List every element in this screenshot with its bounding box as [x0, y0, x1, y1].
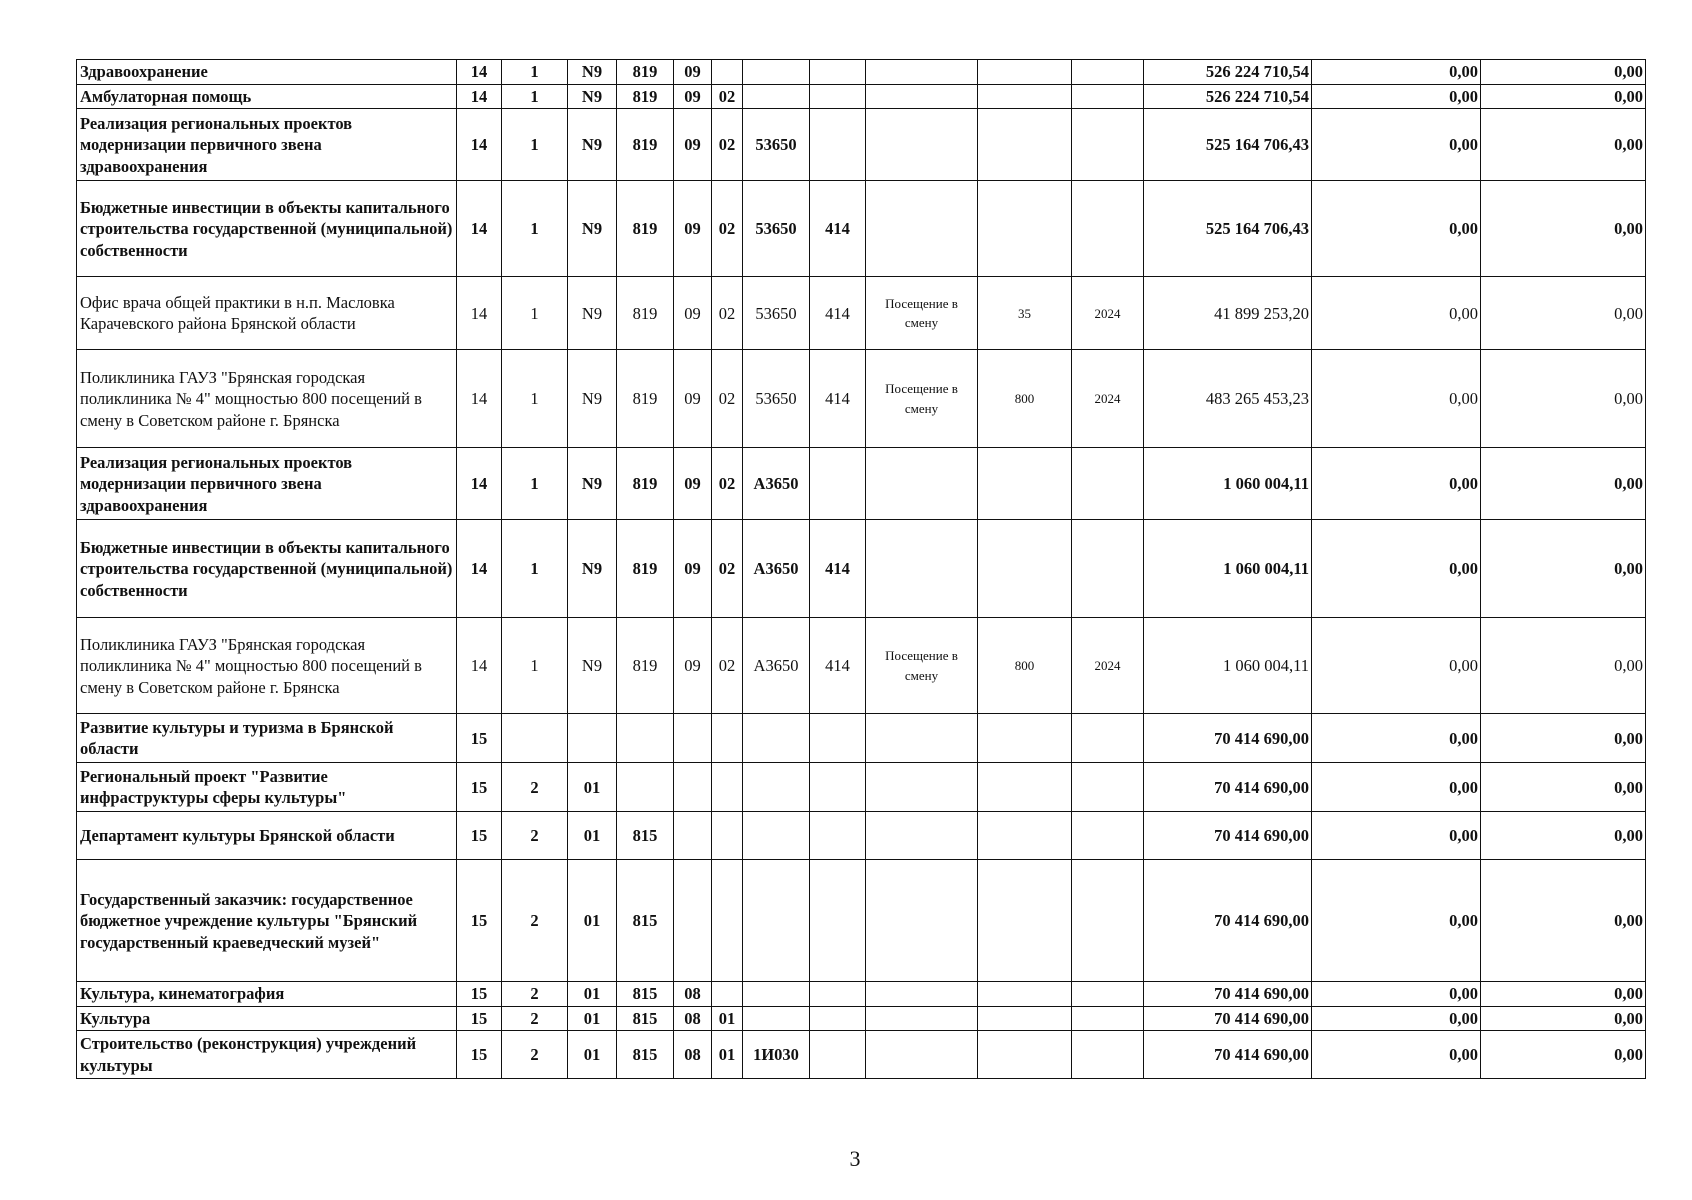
row-name-cell: Здравоохранение [77, 60, 457, 85]
capacity-unit-cell: Посещение в смену [866, 350, 978, 448]
capacity-unit-cell [866, 520, 978, 618]
section-code-cell: 09 [674, 350, 712, 448]
amount-year-1-cell: 1 060 004,11 [1144, 520, 1312, 618]
amount-year-1-cell: 526 224 710,54 [1144, 60, 1312, 85]
program-code-cell: 14 [457, 181, 502, 277]
amount-year-3-cell: 0,00 [1481, 277, 1646, 350]
amount-year-1-cell: 70 414 690,00 [1144, 982, 1312, 1006]
subprogram-code-cell [502, 714, 568, 763]
row-name-cell: Департамент культуры Брянской области [77, 812, 457, 860]
commissioning-year-cell [1072, 448, 1144, 520]
subsection-code-cell: 01 [712, 1031, 743, 1079]
program-code-cell: 14 [457, 277, 502, 350]
commissioning-year-cell [1072, 714, 1144, 763]
program-code-cell: 15 [457, 812, 502, 860]
amount-year-1-cell: 70 414 690,00 [1144, 714, 1312, 763]
section-code-cell [674, 860, 712, 982]
table-row [77, 109, 1646, 181]
commissioning-year-cell: 2024 [1072, 277, 1144, 350]
amount-year-2-cell: 0,00 [1312, 448, 1481, 520]
section-code-cell: 09 [674, 181, 712, 277]
capacity-unit-cell: Посещение в смену [866, 277, 978, 350]
commissioning-year-cell [1072, 60, 1144, 85]
amount-year-2-cell: 0,00 [1312, 860, 1481, 982]
program-code-cell: 14 [457, 520, 502, 618]
target-article-code-cell [743, 85, 810, 109]
amount-year-2-cell: 0,00 [1312, 618, 1481, 714]
capacity-unit-cell: Посещение в смену [866, 618, 978, 714]
amount-year-3-cell: 0,00 [1481, 350, 1646, 448]
capacity-value-cell [978, 860, 1072, 982]
amount-year-2-cell: 0,00 [1312, 714, 1481, 763]
amount-year-1-cell: 483 265 453,23 [1144, 350, 1312, 448]
capacity-unit-cell [866, 109, 978, 181]
program-code-cell: 14 [457, 618, 502, 714]
subprogram-code-cell: 2 [502, 812, 568, 860]
project-code-cell: N9 [568, 181, 617, 277]
agency-code-cell: 819 [617, 350, 674, 448]
capacity-unit-cell [866, 1031, 978, 1079]
table-row [77, 85, 1646, 109]
amount-year-3-cell: 0,00 [1481, 1031, 1646, 1079]
section-code-cell: 08 [674, 1006, 712, 1030]
capacity-value-cell [978, 85, 1072, 109]
expense-type-code-cell [810, 982, 866, 1006]
section-code-cell: 09 [674, 85, 712, 109]
commissioning-year-cell: 2024 [1072, 350, 1144, 448]
expense-type-code-cell: 414 [810, 181, 866, 277]
table-row [77, 714, 1646, 763]
amount-year-3-cell: 0,00 [1481, 714, 1646, 763]
target-article-code-cell: А3650 [743, 448, 810, 520]
row-name-cell: Реализация региональных проектов модернизации первичного звена здравоохранения [77, 109, 457, 181]
subsection-code-cell: 02 [712, 350, 743, 448]
program-code-cell: 15 [457, 1031, 502, 1079]
amount-year-1-cell: 70 414 690,00 [1144, 763, 1312, 812]
expense-type-code-cell [810, 109, 866, 181]
project-code-cell: N9 [568, 85, 617, 109]
program-code-cell: 14 [457, 350, 502, 448]
table-row [77, 277, 1646, 350]
table-row [77, 1006, 1646, 1030]
amount-year-2-cell: 0,00 [1312, 763, 1481, 812]
amount-year-1-cell: 70 414 690,00 [1144, 1006, 1312, 1030]
amount-year-3-cell: 0,00 [1481, 618, 1646, 714]
amount-year-1-cell: 525 164 706,43 [1144, 109, 1312, 181]
section-code-cell: 08 [674, 1031, 712, 1079]
capacity-value-cell [978, 1006, 1072, 1030]
target-article-code-cell: 53650 [743, 350, 810, 448]
agency-code-cell: 815 [617, 860, 674, 982]
agency-code-cell: 819 [617, 448, 674, 520]
expense-type-code-cell: 414 [810, 618, 866, 714]
commissioning-year-cell [1072, 181, 1144, 277]
table-row [77, 520, 1646, 618]
project-code-cell: N9 [568, 448, 617, 520]
project-code-cell [568, 714, 617, 763]
capacity-value-cell [978, 714, 1072, 763]
program-code-cell: 14 [457, 448, 502, 520]
capacity-unit-cell [866, 860, 978, 982]
row-name-cell: Бюджетные инвестиции в объекты капитального строительства государственной (муниципальной) собственности [77, 181, 457, 277]
agency-code-cell: 819 [617, 520, 674, 618]
program-code-cell: 15 [457, 714, 502, 763]
row-name-cell: Строительство (реконструкция) учреждений культуры [77, 1031, 457, 1079]
agency-code-cell: 815 [617, 1031, 674, 1079]
amount-year-3-cell: 0,00 [1481, 109, 1646, 181]
amount-year-3-cell: 0,00 [1481, 1006, 1646, 1030]
amount-year-3-cell: 0,00 [1481, 181, 1646, 277]
agency-code-cell: 815 [617, 1006, 674, 1030]
commissioning-year-cell [1072, 520, 1144, 618]
amount-year-3-cell: 0,00 [1481, 448, 1646, 520]
commissioning-year-cell [1072, 1031, 1144, 1079]
amount-year-2-cell: 0,00 [1312, 812, 1481, 860]
subprogram-code-cell: 2 [502, 860, 568, 982]
capacity-value-cell [978, 448, 1072, 520]
target-article-code-cell [743, 1006, 810, 1030]
target-article-code-cell [743, 812, 810, 860]
amount-year-2-cell: 0,00 [1312, 109, 1481, 181]
target-article-code-cell [743, 763, 810, 812]
amount-year-2-cell: 0,00 [1312, 1031, 1481, 1079]
subsection-code-cell: 01 [712, 1006, 743, 1030]
amount-year-3-cell: 0,00 [1481, 85, 1646, 109]
expense-type-code-cell: 414 [810, 277, 866, 350]
commissioning-year-cell [1072, 1006, 1144, 1030]
budget-table [76, 59, 1646, 1079]
commissioning-year-cell [1072, 763, 1144, 812]
project-code-cell: 01 [568, 763, 617, 812]
table-row [77, 181, 1646, 277]
amount-year-1-cell: 70 414 690,00 [1144, 860, 1312, 982]
agency-code-cell: 815 [617, 812, 674, 860]
amount-year-1-cell: 526 224 710,54 [1144, 85, 1312, 109]
target-article-code-cell [743, 714, 810, 763]
row-name-cell: Поликлиника ГАУЗ "Брянская городская поликлиника № 4" мощностью 800 посещений в смену в Советском районе г. Брянска [77, 350, 457, 448]
row-name-cell: Бюджетные инвестиции в объекты капитального строительства государственной (муниципальной) собственности [77, 520, 457, 618]
capacity-value-cell [978, 763, 1072, 812]
section-code-cell: 09 [674, 618, 712, 714]
project-code-cell: N9 [568, 277, 617, 350]
agency-code-cell: 819 [617, 618, 674, 714]
subprogram-code-cell: 2 [502, 763, 568, 812]
amount-year-1-cell: 41 899 253,20 [1144, 277, 1312, 350]
capacity-unit-cell [866, 812, 978, 860]
capacity-value-cell [978, 520, 1072, 618]
amount-year-3-cell: 0,00 [1481, 982, 1646, 1006]
table-row [77, 812, 1646, 860]
subsection-code-cell: 02 [712, 85, 743, 109]
amount-year-1-cell: 70 414 690,00 [1144, 1031, 1312, 1079]
capacity-value-cell [978, 181, 1072, 277]
commissioning-year-cell [1072, 812, 1144, 860]
expense-type-code-cell [810, 1031, 866, 1079]
amount-year-1-cell: 1 060 004,11 [1144, 448, 1312, 520]
table-row [77, 1031, 1646, 1079]
commissioning-year-cell [1072, 860, 1144, 982]
agency-code-cell: 815 [617, 982, 674, 1006]
amount-year-2-cell: 0,00 [1312, 520, 1481, 618]
capacity-unit-cell [866, 448, 978, 520]
section-code-cell: 08 [674, 982, 712, 1006]
expense-type-code-cell [810, 860, 866, 982]
agency-code-cell: 819 [617, 109, 674, 181]
subsection-code-cell: 02 [712, 448, 743, 520]
capacity-unit-cell [866, 982, 978, 1006]
subsection-code-cell: 02 [712, 618, 743, 714]
row-name-cell: Поликлиника ГАУЗ "Брянская городская поликлиника № 4" мощностью 800 посещений в смену в Советском районе г. Брянска [77, 618, 457, 714]
subsection-code-cell [712, 860, 743, 982]
target-article-code-cell: 53650 [743, 109, 810, 181]
capacity-value-cell [978, 812, 1072, 860]
row-name-cell: Реализация региональных проектов модернизации первичного звена здравоохранения [77, 448, 457, 520]
table-row [77, 350, 1646, 448]
capacity-unit-cell [866, 763, 978, 812]
amount-year-2-cell: 0,00 [1312, 350, 1481, 448]
table-row [77, 448, 1646, 520]
subsection-code-cell [712, 982, 743, 1006]
expense-type-code-cell [810, 812, 866, 860]
target-article-code-cell: А3650 [743, 520, 810, 618]
table-row [77, 618, 1646, 714]
capacity-unit-cell [866, 714, 978, 763]
amount-year-2-cell: 0,00 [1312, 60, 1481, 85]
commissioning-year-cell: 2024 [1072, 618, 1144, 714]
target-article-code-cell: А3650 [743, 618, 810, 714]
amount-year-2-cell: 0,00 [1312, 277, 1481, 350]
project-code-cell: 01 [568, 982, 617, 1006]
amount-year-2-cell: 0,00 [1312, 181, 1481, 277]
section-code-cell: 09 [674, 448, 712, 520]
capacity-value-cell [978, 1031, 1072, 1079]
capacity-value-cell: 800 [978, 350, 1072, 448]
subprogram-code-cell: 2 [502, 1006, 568, 1030]
amount-year-3-cell: 0,00 [1481, 520, 1646, 618]
amount-year-3-cell: 0,00 [1481, 60, 1646, 85]
project-code-cell: N9 [568, 109, 617, 181]
amount-year-1-cell: 525 164 706,43 [1144, 181, 1312, 277]
subprogram-code-cell: 1 [502, 277, 568, 350]
table-row [77, 982, 1646, 1006]
expense-type-code-cell [810, 1006, 866, 1030]
target-article-code-cell: 53650 [743, 181, 810, 277]
subsection-code-cell: 02 [712, 520, 743, 618]
target-article-code-cell [743, 860, 810, 982]
project-code-cell: 01 [568, 1031, 617, 1079]
agency-code-cell: 819 [617, 85, 674, 109]
expense-type-code-cell: 414 [810, 350, 866, 448]
table-row [77, 763, 1646, 812]
program-code-cell: 15 [457, 1006, 502, 1030]
project-code-cell: N9 [568, 618, 617, 714]
program-code-cell: 15 [457, 982, 502, 1006]
expense-type-code-cell [810, 763, 866, 812]
expense-type-code-cell: 414 [810, 520, 866, 618]
target-article-code-cell [743, 982, 810, 1006]
amount-year-1-cell: 1 060 004,11 [1144, 618, 1312, 714]
table-row [77, 60, 1646, 85]
subsection-code-cell: 02 [712, 109, 743, 181]
target-article-code-cell [743, 60, 810, 85]
expense-type-code-cell [810, 60, 866, 85]
expense-type-code-cell [810, 448, 866, 520]
amount-year-3-cell: 0,00 [1481, 812, 1646, 860]
table-row [77, 860, 1646, 982]
amount-year-3-cell: 0,00 [1481, 763, 1646, 812]
subprogram-code-cell: 1 [502, 85, 568, 109]
section-code-cell [674, 763, 712, 812]
program-code-cell: 14 [457, 85, 502, 109]
row-name-cell: Культура [77, 1006, 457, 1030]
capacity-value-cell [978, 982, 1072, 1006]
program-code-cell: 15 [457, 763, 502, 812]
subsection-code-cell [712, 763, 743, 812]
subsection-code-cell: 02 [712, 277, 743, 350]
row-name-cell: Культура, кинематография [77, 982, 457, 1006]
subprogram-code-cell: 1 [502, 60, 568, 85]
table-body [77, 60, 1646, 1079]
target-article-code-cell: 1И030 [743, 1031, 810, 1079]
capacity-value-cell [978, 109, 1072, 181]
commissioning-year-cell [1072, 85, 1144, 109]
project-code-cell: N9 [568, 350, 617, 448]
row-name-cell: Развитие культуры и туризма в Брянской области [77, 714, 457, 763]
expense-type-code-cell [810, 85, 866, 109]
expense-type-code-cell [810, 714, 866, 763]
capacity-value-cell: 35 [978, 277, 1072, 350]
capacity-unit-cell [866, 1006, 978, 1030]
subprogram-code-cell: 1 [502, 618, 568, 714]
capacity-unit-cell [866, 85, 978, 109]
program-code-cell: 14 [457, 109, 502, 181]
capacity-unit-cell [866, 181, 978, 277]
subsection-code-cell [712, 60, 743, 85]
capacity-value-cell [978, 60, 1072, 85]
row-name-cell: Офис врача общей практики в н.п. Масловка Карачевского района Брянской области [77, 277, 457, 350]
project-code-cell: N9 [568, 520, 617, 618]
program-code-cell: 14 [457, 60, 502, 85]
amount-year-2-cell: 0,00 [1312, 1006, 1481, 1030]
section-code-cell: 09 [674, 277, 712, 350]
agency-code-cell: 819 [617, 60, 674, 85]
agency-code-cell [617, 714, 674, 763]
agency-code-cell: 819 [617, 181, 674, 277]
subprogram-code-cell: 2 [502, 982, 568, 1006]
amount-year-2-cell: 0,00 [1312, 982, 1481, 1006]
section-code-cell: 09 [674, 109, 712, 181]
section-code-cell: 09 [674, 60, 712, 85]
agency-code-cell: 819 [617, 277, 674, 350]
project-code-cell: 01 [568, 860, 617, 982]
target-article-code-cell: 53650 [743, 277, 810, 350]
subprogram-code-cell: 1 [502, 109, 568, 181]
commissioning-year-cell [1072, 982, 1144, 1006]
section-code-cell [674, 812, 712, 860]
amount-year-2-cell: 0,00 [1312, 85, 1481, 109]
subsection-code-cell [712, 714, 743, 763]
row-name-cell: Амбулаторная помощь [77, 85, 457, 109]
subprogram-code-cell: 1 [502, 181, 568, 277]
page-number: 3 [849, 1146, 861, 1171]
program-code-cell: 15 [457, 860, 502, 982]
section-code-cell: 09 [674, 520, 712, 618]
amount-year-1-cell: 70 414 690,00 [1144, 812, 1312, 860]
subprogram-code-cell: 2 [502, 1031, 568, 1079]
subprogram-code-cell: 1 [502, 520, 568, 618]
project-code-cell: 01 [568, 1006, 617, 1030]
commissioning-year-cell [1072, 109, 1144, 181]
subsection-code-cell: 02 [712, 181, 743, 277]
subsection-code-cell [712, 812, 743, 860]
project-code-cell: N9 [568, 60, 617, 85]
subprogram-code-cell: 1 [502, 350, 568, 448]
row-name-cell: Региональный проект "Развитие инфраструктуры сферы культуры" [77, 763, 457, 812]
amount-year-3-cell: 0,00 [1481, 860, 1646, 982]
project-code-cell: 01 [568, 812, 617, 860]
capacity-unit-cell [866, 60, 978, 85]
section-code-cell [674, 714, 712, 763]
agency-code-cell [617, 763, 674, 812]
subprogram-code-cell: 1 [502, 448, 568, 520]
capacity-value-cell: 800 [978, 618, 1072, 714]
row-name-cell: Государственный заказчик: государственное бюджетное учреждение культуры "Брянский государственный краеведческий музей" [77, 860, 457, 982]
